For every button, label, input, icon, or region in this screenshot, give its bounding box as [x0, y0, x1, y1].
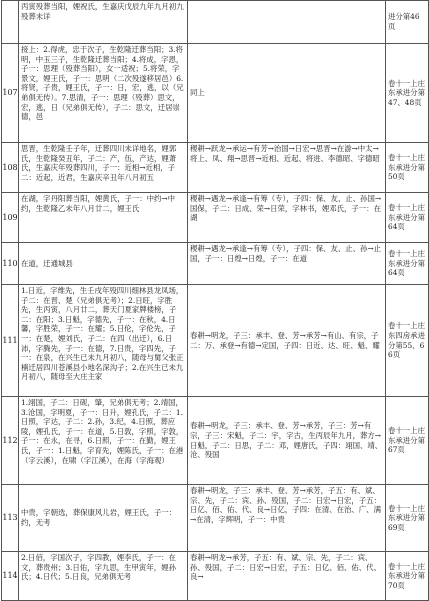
source-reference: 卷十一上庄东四房承进分第55、66页	[386, 285, 429, 397]
lineage-cell: 稷耕→跃龙→承运→有芳→治国→日宏→思晋→在游→中太→将上、凤、翔→思晋→近相、近起、将进、李德昭、字德昭	[188, 143, 386, 193]
row-number: 112	[2, 397, 19, 485]
lineage-cell: 春耕→明龙，子三：承丰、登、芳→承芳，子五：有、斌、宗、先，子二：宾、孙、殁国，子二：日宏→日宏，子五：日亿、佰、佑、代、良→日亿，子四：在清、在治、广、满→在清，字辉明，子一：中贵	[188, 485, 386, 552]
lineage-cell: 稷耕→遇龙→承逢→有筹（专），子四：保、友、止、孙国→国保，子二：日成、荣→日荣，字林书，娌邓氏，子一：在湖	[188, 193, 386, 243]
row-number: 113	[2, 485, 19, 552]
lineage-cell: 春耕→明龙，子三：承丰、登、芳→承芳，子三：芳→有宗，子三：宋魁，子二：宇，字古，生丙辰年九月，葬方→日魁，子二：日思，子二：邓，娌唐氏，子四：翊国、靖、沧、殁国	[188, 397, 386, 485]
source-reference: 卷十一上庄东承进分第64页	[386, 193, 429, 243]
row-number: 108	[2, 143, 19, 193]
table-row	[2, 552, 429, 601]
genealogy-table	[1, 0, 429, 601]
lineage-cell: 春耕→明龙，子三：承丰、登、芳→承芳→有山、有宗，子二：万、承登→有德→定国，子四：日近、达、旺、魁、耀	[188, 285, 386, 397]
row-number: 109	[2, 193, 19, 243]
source-reference: 卷十一上庄东承进分第69页	[386, 485, 429, 552]
lineage-cell	[188, 1, 386, 44]
source-reference: 卷十一上庄东承进分第64页	[386, 243, 429, 285]
row-number: 114	[2, 552, 19, 601]
source-reference: 卷十一上庄东承进分第67页	[386, 397, 429, 485]
source-reference: 卷十一上庄东承进分第50页	[386, 143, 429, 193]
person-description: 思晋，生乾隆壬子年，迁葬四川未详地名，娌郭氏，生乾隆癸丑年，子二：产，伍，产达，娌萧氏，生嘉庆年殁葬四川，子一：近相→近相，子二：近起，近君，生嘉庆辛丑年八月初五	[19, 143, 188, 193]
source-reference: 进分第46页	[386, 1, 429, 44]
person-description: 在湖，字丹阳葬当阳，娌黄氏，子一：中约→中约，生乾隆乙未年八月廿二，娌王氏	[19, 193, 188, 243]
person-description: 接上：2.得虎，忠于次子，生乾隆迁葬当阳；3.将明，中玉三子，生乾隆迁葬当阳；4.将成，字恩，子一：思理（殁葬当阳），女一适祝；5.将荣，字景文，娌王氏，子一：思明（二次殁遂移居邑）6.将贤，子贵，娌王氏，子一：日，宏，逃，以（兄弟俱无传）。7.思清，子一：思理（殁葬）思文，宏，逃，日（兄弟俱无传），子二：思文，迁居崇德，邑	[19, 44, 188, 143]
person-description: 丙寅殁葬当阳，娌祝氏，生嘉庆戊辰九年九月初九殁葬未详	[19, 1, 188, 44]
person-description: 1.翊国，子二：日砚，肇，兄弟俱无考；2.靖国，3.沧国，字明夏，子一：日升，娌孔氏，子二：1.日照，字达，子二：2.孙，3.纪，4.日照，葬应陵，娌孔氏，子一：在道，5.日敦，字照，字敦，子一：在永，在寻，6.日照，子一：在勤，娌王氏，子一：1.日魁，字育先，娌陈氏，子一：在港（字云溪），在啸（字江溪），在海（字海观）	[19, 397, 188, 485]
person-description: 2.日佰，字国次子，字四教，娌李氏，子一：在文，葬贵州；3.日佑，字九思，生甲寅年，娌孙氏；4.日代；5.日良，兄弟俱无考	[19, 552, 188, 601]
lineage-cell: 春耕→明龙→承芳，子五：有、斌、宗、先，子二：宾、孙、殁国，子二：日宏→日宏，子五：日亿、佰、佑、代、良→	[188, 552, 386, 601]
source-reference: 卷十一上庄东承进分第47、48页	[386, 44, 429, 143]
lineage-cell: 同上	[188, 44, 386, 143]
lineage-cell: 稷耕→遇龙→承逢→有筹（专），子四：保、友、止、孙→止国，子一：日煌→日煌，子一：在道	[188, 243, 386, 285]
table-row	[2, 243, 429, 285]
table-row	[2, 285, 429, 397]
table-row	[2, 485, 429, 552]
row-number: 107	[2, 44, 19, 143]
person-description: 中贵，字朝选，葬保康风儿岩，娌王氏，子一：约，无考	[19, 485, 188, 552]
row-number: 110	[2, 243, 19, 285]
person-description: 在道，迁通城县	[19, 243, 188, 285]
table-row	[2, 193, 429, 243]
row-number	[2, 1, 19, 44]
table-row	[2, 44, 429, 143]
table-row	[2, 143, 429, 193]
person-description: 1.日近，字维先，生壬戌年殁四川细林县龙凤场，子二：在晋、楚（兄弟俱无考）；2.日旺，字胜先，生丙寅，八月廿二，葬天门夏家牌楼榜，子二：在阳；3.日魁，字德先，子一：在秋，4.日馨，字胜荣，子一：在耀；5.日伦，字伦先，子一：在楚，娌刘氏，子二：在四（出迁），6.日沛，字腾先，子一：在德，7.日贵，字四先，子一：在泉，在兴生已未九月初八，随母与舅父张正楠迁居四川苍溪县小地名深沟子；2.在兴生已未九月初八，随母至大庄主家	[19, 285, 188, 397]
table-row	[2, 397, 429, 485]
table-row	[2, 1, 429, 44]
source-reference: 卷十一上庄东承进分第70页	[386, 552, 429, 601]
row-number: 111	[2, 285, 19, 397]
